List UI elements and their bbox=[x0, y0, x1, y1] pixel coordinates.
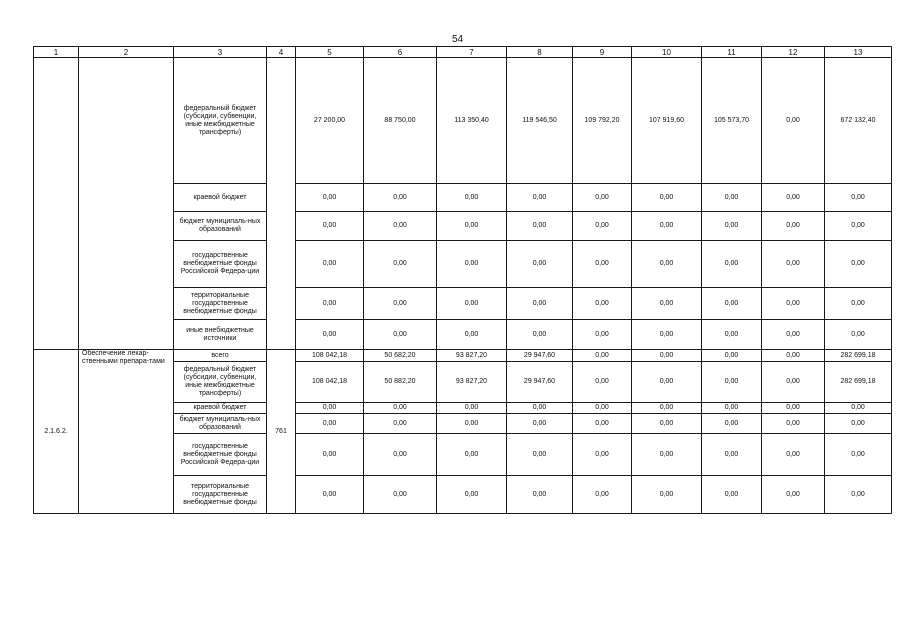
value-cell: 0,00 bbox=[632, 362, 702, 403]
value-cell: 50 882,20 bbox=[364, 362, 437, 403]
value-cell: 0,00 bbox=[296, 403, 364, 414]
value-cell: 0,00 bbox=[762, 58, 825, 184]
value-cell: 0,00 bbox=[762, 403, 825, 414]
funding-source-cell: государственные внебюджетные фонды Российской Федера-ции bbox=[174, 241, 267, 288]
value-cell: 0,00 bbox=[573, 241, 632, 288]
funding-source-cell: краевой бюджет bbox=[174, 403, 267, 414]
table-body bbox=[34, 47, 892, 514]
value-cell: 0,00 bbox=[762, 434, 825, 476]
funding-source-cell: бюджет муниципаль-ных образований bbox=[174, 212, 267, 241]
value-cell: 0,00 bbox=[573, 288, 632, 320]
value-cell: 0,00 bbox=[437, 434, 507, 476]
value-cell: 0,00 bbox=[437, 184, 507, 212]
value-cell: 0,00 bbox=[825, 434, 892, 476]
funding-source-cell: территориальные государственные внебюджетные фонды bbox=[174, 476, 267, 514]
value-cell: 0,00 bbox=[507, 288, 573, 320]
value-cell: 0,00 bbox=[507, 241, 573, 288]
value-cell: 0,00 bbox=[364, 288, 437, 320]
funding-source-cell: всего bbox=[174, 350, 267, 362]
value-cell: 0,00 bbox=[573, 414, 632, 434]
value-cell: 0,00 bbox=[632, 184, 702, 212]
header-cell: 10 bbox=[632, 47, 702, 58]
value-cell: 282 699,18 bbox=[825, 362, 892, 403]
header-row bbox=[34, 47, 892, 58]
funding-source-cell: бюджет муниципаль-ных образований bbox=[174, 414, 267, 434]
header-cell: 8 bbox=[507, 47, 573, 58]
value-cell: 93 827,20 bbox=[437, 350, 507, 362]
value-cell: 0,00 bbox=[573, 212, 632, 241]
value-cell: 0,00 bbox=[364, 241, 437, 288]
funding-source-cell: иные внебюджетные источники bbox=[174, 320, 267, 350]
value-cell: 0,00 bbox=[702, 212, 762, 241]
value-cell: 0,00 bbox=[437, 414, 507, 434]
value-cell: 0,00 bbox=[573, 476, 632, 514]
value-cell: 108 042,18 bbox=[296, 350, 364, 362]
value-cell: 0,00 bbox=[437, 212, 507, 241]
value-cell: 0,00 bbox=[762, 184, 825, 212]
value-cell: 0,00 bbox=[364, 403, 437, 414]
value-cell: 0,00 bbox=[296, 288, 364, 320]
header-cell: 9 bbox=[573, 47, 632, 58]
value-cell: 0,00 bbox=[364, 320, 437, 350]
value-cell: 0,00 bbox=[507, 434, 573, 476]
value-cell: 109 792,20 bbox=[573, 58, 632, 184]
value-cell: 107 919,60 bbox=[632, 58, 702, 184]
value-cell: 0,00 bbox=[573, 434, 632, 476]
value-cell: 0,00 bbox=[632, 241, 702, 288]
value-cell: 0,00 bbox=[825, 212, 892, 241]
value-cell: 0,00 bbox=[762, 362, 825, 403]
value-cell: 0,00 bbox=[825, 288, 892, 320]
value-cell: 0,00 bbox=[573, 350, 632, 362]
value-cell: 0,00 bbox=[437, 241, 507, 288]
value-cell: 108 042,18 bbox=[296, 362, 364, 403]
value-cell: 88 750,00 bbox=[364, 58, 437, 184]
value-cell: 0,00 bbox=[632, 434, 702, 476]
value-cell: 0,00 bbox=[573, 362, 632, 403]
value-cell: 0,00 bbox=[296, 320, 364, 350]
value-cell: 0,00 bbox=[825, 476, 892, 514]
value-cell: 93 827,20 bbox=[437, 362, 507, 403]
value-cell: 0,00 bbox=[507, 414, 573, 434]
funding-source-cell: федеральный бюджет (субсидии, субвенции, иные межбюджетные трансферты) bbox=[174, 58, 267, 184]
value-cell: 0,00 bbox=[296, 414, 364, 434]
code-cell bbox=[267, 58, 296, 350]
value-cell: 0,00 bbox=[632, 350, 702, 362]
value-cell: 0,00 bbox=[364, 414, 437, 434]
value-cell: 0,00 bbox=[507, 403, 573, 414]
value-cell: 0,00 bbox=[702, 476, 762, 514]
value-cell: 0,00 bbox=[825, 414, 892, 434]
value-cell: 0,00 bbox=[296, 476, 364, 514]
value-cell: 0,00 bbox=[507, 476, 573, 514]
value-cell: 0,00 bbox=[702, 434, 762, 476]
funding-source-cell: территориальные государственные внебюджетные фонды bbox=[174, 288, 267, 320]
header-cell: 6 bbox=[364, 47, 437, 58]
value-cell: 0,00 bbox=[632, 476, 702, 514]
value-cell: 29 947,60 bbox=[507, 362, 573, 403]
value-cell: 0,00 bbox=[364, 434, 437, 476]
table-row bbox=[34, 58, 892, 184]
code-cell: 761 bbox=[267, 350, 296, 514]
value-cell: 0,00 bbox=[702, 350, 762, 362]
value-cell: 0,00 bbox=[632, 414, 702, 434]
value-cell: 0,00 bbox=[507, 184, 573, 212]
value-cell: 0,00 bbox=[632, 320, 702, 350]
table-row bbox=[34, 350, 892, 362]
header-cell: 12 bbox=[762, 47, 825, 58]
value-cell: 0,00 bbox=[437, 288, 507, 320]
value-cell: 0,00 bbox=[507, 212, 573, 241]
value-cell: 0,00 bbox=[825, 184, 892, 212]
value-cell: 0,00 bbox=[364, 212, 437, 241]
value-cell: 672 132,40 bbox=[825, 58, 892, 184]
value-cell: 27 200,00 bbox=[296, 58, 364, 184]
value-cell: 0,00 bbox=[296, 434, 364, 476]
value-cell: 50 682,20 bbox=[364, 350, 437, 362]
header-cell: 3 bbox=[174, 47, 267, 58]
value-cell: 0,00 bbox=[296, 241, 364, 288]
page-number: 54 bbox=[452, 34, 464, 45]
budget-table bbox=[33, 46, 892, 514]
value-cell: 0,00 bbox=[296, 184, 364, 212]
value-cell: 0,00 bbox=[762, 414, 825, 434]
value-cell: 0,00 bbox=[762, 320, 825, 350]
value-cell: 0,00 bbox=[437, 403, 507, 414]
value-cell: 0,00 bbox=[573, 184, 632, 212]
value-cell: 0,00 bbox=[825, 241, 892, 288]
value-cell: 0,00 bbox=[364, 184, 437, 212]
value-cell: 0,00 bbox=[702, 362, 762, 403]
header-cell: 1 bbox=[34, 47, 79, 58]
value-cell: 282 699,18 bbox=[825, 350, 892, 362]
value-cell: 0,00 bbox=[825, 320, 892, 350]
value-cell: 0,00 bbox=[762, 212, 825, 241]
funding-source-cell: краевой бюджет bbox=[174, 184, 267, 212]
value-cell: 0,00 bbox=[702, 184, 762, 212]
value-cell: 0,00 bbox=[762, 288, 825, 320]
value-cell: 0,00 bbox=[762, 476, 825, 514]
value-cell: 0,00 bbox=[632, 212, 702, 241]
value-cell: 0,00 bbox=[762, 241, 825, 288]
value-cell: 0,00 bbox=[702, 241, 762, 288]
value-cell: 113 350,40 bbox=[437, 58, 507, 184]
header-cell: 2 bbox=[79, 47, 174, 58]
value-cell: 119 546,50 bbox=[507, 58, 573, 184]
value-cell: 0,00 bbox=[364, 476, 437, 514]
header-cell: 4 bbox=[267, 47, 296, 58]
measure-name-cell: Обеспечение лекар-ственными препара-тами bbox=[79, 350, 174, 514]
value-cell: 0,00 bbox=[632, 403, 702, 414]
measure-name-cell bbox=[79, 58, 174, 350]
value-cell: 0,00 bbox=[437, 476, 507, 514]
value-cell: 29 947,60 bbox=[507, 350, 573, 362]
row-number-cell: 2.1.6.2. bbox=[34, 350, 79, 514]
header-cell: 5 bbox=[296, 47, 364, 58]
value-cell: 0,00 bbox=[573, 403, 632, 414]
value-cell: 0,00 bbox=[296, 212, 364, 241]
value-cell: 0,00 bbox=[632, 288, 702, 320]
value-cell: 0,00 bbox=[573, 320, 632, 350]
value-cell: 0,00 bbox=[702, 288, 762, 320]
funding-source-cell: федеральный бюджет (субсидии, субвенции, иные межбюджетные трансферты) bbox=[174, 362, 267, 403]
value-cell: 0,00 bbox=[702, 403, 762, 414]
value-cell: 0,00 bbox=[507, 320, 573, 350]
value-cell: 0,00 bbox=[702, 414, 762, 434]
value-cell: 0,00 bbox=[437, 320, 507, 350]
value-cell: 0,00 bbox=[702, 320, 762, 350]
header-cell: 7 bbox=[437, 47, 507, 58]
value-cell: 0,00 bbox=[825, 403, 892, 414]
header-cell: 13 bbox=[825, 47, 892, 58]
funding-source-cell: государственные внебюджетные фонды Российской Федера-ции bbox=[174, 434, 267, 476]
row-number-cell bbox=[34, 58, 79, 350]
header-cell: 11 bbox=[702, 47, 762, 58]
value-cell: 0,00 bbox=[762, 350, 825, 362]
value-cell: 105 573,70 bbox=[702, 58, 762, 184]
